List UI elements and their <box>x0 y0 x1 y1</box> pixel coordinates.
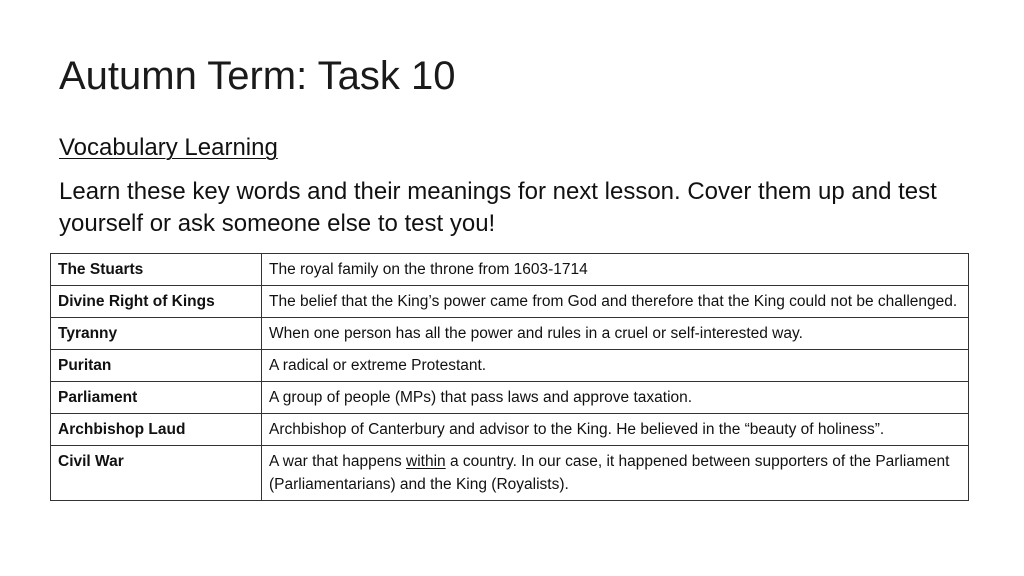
table-row <box>51 350 969 382</box>
definition-cell: When one person has all the power and rules in a cruel or self-interested way. <box>262 318 969 350</box>
slide-title: Autumn Term: Task 10 <box>59 54 456 98</box>
definition-text-end: a country. In our case, it happened between supporters of the Parliament (Parliamentarians) and the King (Royalists). <box>269 453 950 493</box>
definition-cell: A group of people (MPs) that pass laws and approve taxation. <box>262 382 969 414</box>
term-cell: Tyranny <box>51 318 262 350</box>
definition-cell <box>262 446 969 501</box>
table-row <box>51 446 969 501</box>
term-cell: Civil War <box>51 446 262 501</box>
definition-text-start: A war that happens <box>269 453 407 470</box>
term-cell: Puritan <box>51 350 262 382</box>
definition-cell: The belief that the King’s power came from God and therefore that the King could not be challenged. <box>262 286 969 318</box>
definition-cell: A radical or extreme Protestant. <box>262 350 969 382</box>
instructions-text: Learn these key words and their meanings for next lesson. Cover them up and test yourself or ask someone else to test you! <box>59 178 937 237</box>
table-row <box>51 286 969 318</box>
definition-cell: The royal family on the throne from 1603-1714 <box>262 254 969 286</box>
term-cell: Divine Right of Kings <box>51 286 262 318</box>
table-row <box>51 318 969 350</box>
table-row <box>51 254 969 286</box>
definition-cell: Archbishop of Canterbury and advisor to the King. He believed in the “beauty of holiness”. <box>262 414 969 446</box>
definition-underlined-word: within <box>406 453 446 470</box>
term-cell: The Stuarts <box>51 254 262 286</box>
table-row <box>51 414 969 446</box>
vocabulary-table <box>50 253 969 501</box>
table-row <box>51 382 969 414</box>
term-cell: Archbishop Laud <box>51 414 262 446</box>
slide-subtitle: Vocabulary Learning <box>59 134 278 161</box>
term-cell: Parliament <box>51 382 262 414</box>
